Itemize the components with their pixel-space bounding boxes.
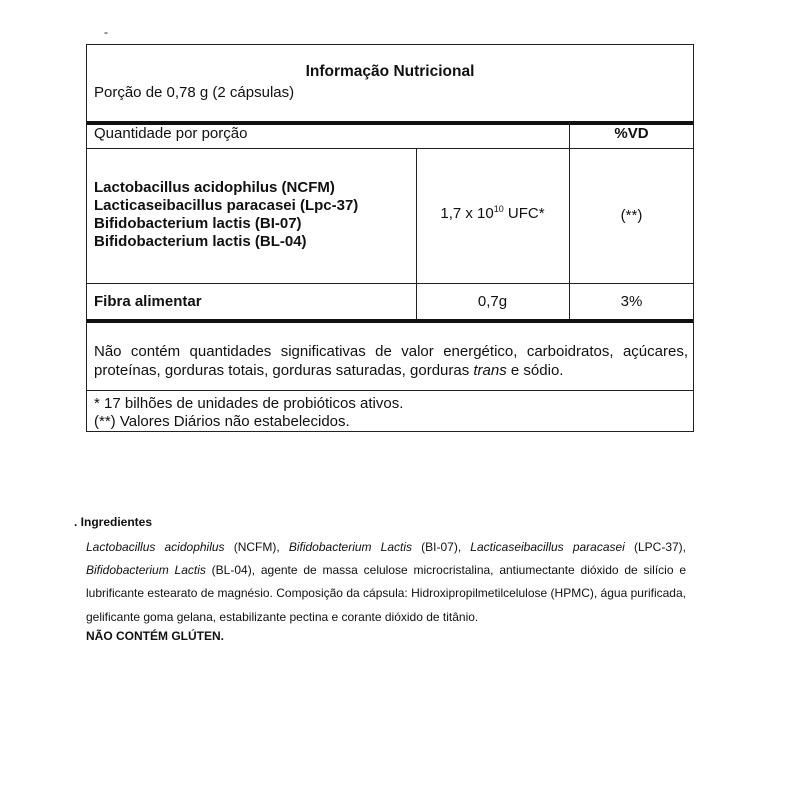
- header-quantity: Quantidade por porção: [94, 125, 248, 142]
- portion-size: Porção de 0,78 g (2 cápsulas): [94, 84, 295, 101]
- divider: [87, 390, 693, 391]
- corner-mark: -: [104, 25, 108, 39]
- fiber-amount: 0,7g: [477, 293, 508, 310]
- divider: [87, 148, 693, 149]
- ingredient-part: Lactobacillus acidophilus: [86, 540, 225, 554]
- footnote: * 17 bilhões de unidades de probióticos ativos.: [94, 395, 404, 412]
- table-title: Informação Nutricional: [305, 63, 475, 80]
- probiotic-name: Lactobacillus acidophilus (NCFM): [94, 179, 335, 196]
- probiotic-names: [94, 179, 358, 251]
- gluten-statement: NÃO CONTÉM GLÚTEN.: [86, 629, 224, 643]
- ingredient-part: (LPC-37),: [624, 540, 686, 554]
- probiotic-vd: (**): [620, 207, 643, 224]
- probiotic-name: Bifidobacterium lactis (BL-04): [94, 233, 307, 250]
- probiotic-amount: [416, 205, 569, 222]
- divider-thick: [87, 319, 693, 323]
- ingredient-part: Lacticaseibacillus paracasei: [470, 540, 625, 554]
- amount-exponent: 10: [493, 204, 504, 214]
- ingredient-part: Bifidobacterium Lactis: [288, 540, 413, 554]
- footnote: (**) Valores Diários não estabelecidos.: [94, 413, 350, 430]
- nutrition-notes: [94, 342, 688, 380]
- column-divider: [416, 148, 417, 321]
- ingredient-part: Bifidobacterium Lactis: [86, 563, 206, 578]
- amount-unit: UFC*: [503, 205, 545, 222]
- fiber-name: Fibra alimentar: [94, 293, 202, 310]
- probiotic-name: Lacticaseibacillus paracasei (Lpc-37): [94, 197, 359, 214]
- ingredient-part: (NCFM),: [224, 540, 289, 554]
- ingredients-text: [86, 536, 686, 629]
- column-divider: [569, 121, 570, 321]
- notes-text: Não contém quantidades significativas de valor energético, carboidratos, açúcares, proteínas, gorduras totais, gorduras saturadas, gorduras: [94, 343, 688, 379]
- notes-italic: trans: [473, 362, 507, 379]
- ingredient-part: (BI-07),: [412, 540, 471, 554]
- fiber-vd: 3%: [620, 293, 643, 310]
- header-vd: %VD: [614, 125, 649, 142]
- ingredient-part: (BL-04), agente de massa celulose microcristalina, antiumectante dióxido de silício e lubrificante estearato de magnésio. Composição da cápsula: Hidroxipropilmetilcelulose (HPMC), água purificada, gelificante goma gelana, estabilizante pectina e corante dióxido de titânio.: [86, 563, 686, 624]
- amount-base: 1,7 x 10: [440, 205, 494, 222]
- divider: [87, 283, 693, 284]
- ingredients-title: . Ingredientes: [74, 515, 153, 529]
- probiotic-name: Bifidobacterium lactis (BI-07): [94, 215, 302, 232]
- nutrition-table: [86, 44, 694, 432]
- notes-text-end: e sódio.: [506, 362, 564, 379]
